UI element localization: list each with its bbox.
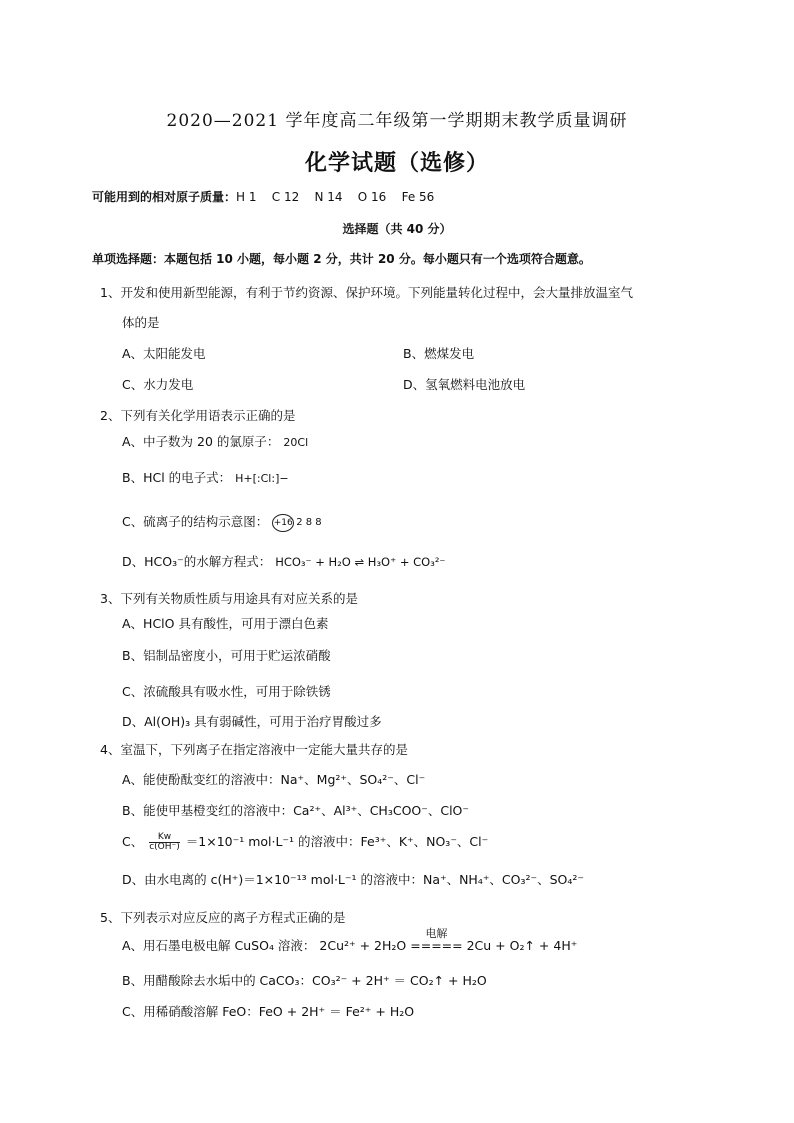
question-1-stem-cont: 体的是: [122, 315, 160, 330]
exam-title: 2020—2021 学年度高二年级第一学期期末教学质量调研: [166, 111, 628, 131]
q3-option-b: B、铝制品密度小，可用于贮运浓硝酸: [122, 648, 331, 663]
question-stem: 室温下，下列离子在指定溶液中一定能大量共存的是: [120, 742, 408, 757]
arrow-symbol: =====: [410, 938, 463, 953]
q4-option-b: B、能使甲基橙变红的溶液中：Ca²⁺、Al³⁺、CH₃COO⁻、ClO⁻: [122, 803, 469, 818]
option-label: D、HCO₃⁻的水解方程式：: [122, 554, 272, 569]
option-label: A、中子数为 20 的氯原子：: [122, 434, 280, 449]
question-stem: 开发和使用新型能源，有利于节约资源、保护环境。下列能量转化过程中，会大量排放温室气: [120, 285, 633, 300]
electrolysis-arrow: [410, 927, 463, 953]
question-stem: 下列有关物质性质与用途具有对应关系的是: [120, 591, 358, 606]
electron-shells: 2 8 8: [296, 517, 322, 528]
question-number: 3、: [100, 591, 121, 606]
option-label: C、硫离子的结构示意图：: [122, 514, 269, 529]
option-formula: 20Cl: [283, 436, 309, 449]
section-heading: 选择题（共 40 分）: [342, 222, 452, 236]
question-3: [100, 589, 358, 607]
q1-option-c: C、水力发电: [122, 377, 194, 392]
question-number: 1、: [100, 285, 121, 300]
question-number: 5、: [100, 910, 121, 925]
q2-option-a: [122, 432, 308, 450]
atomic-mass-values: H 1 C 12 N 14 O 16 Fe 56: [236, 190, 435, 204]
option-prefix: C、: [122, 834, 144, 849]
option-rest: ＝1×10⁻¹ mol·L⁻¹ 的溶液中：Fe³⁺、K⁺、NO₃⁻、Cl⁻: [185, 834, 489, 849]
option-label: A、用石墨电极电解 CuSO₄ 溶液：: [122, 938, 316, 953]
q5-option-a: [122, 927, 578, 954]
option-formula: HCO₃⁻ + H₂O ⇌ H₃O⁺ + CO₃²⁻: [275, 555, 446, 569]
q1-option-b: B、燃煤发电: [403, 346, 475, 361]
atomic-mass-line: [92, 188, 434, 205]
arrow-condition: 电解: [425, 927, 448, 940]
question-4: [100, 740, 408, 758]
q5-option-b: B、用醋酸除去水垢中的 CaCO₃：CO₃²⁻ + 2H⁺ ＝ CO₂↑ + H₂O: [122, 973, 487, 988]
q4-option-c: [122, 832, 488, 852]
sulfur-nucleus-icon: +16: [272, 514, 294, 532]
question-stem: 下列有关化学用语表示正确的是: [120, 408, 296, 423]
q3-option-d: D、Al(OH)₃ 具有弱碱性，可用于治疗胃酸过多: [122, 714, 382, 729]
equation-right: 2Cu + O₂↑ + 4H⁺: [466, 938, 578, 953]
q4-option-d: D、由水电离的 c(H⁺)＝1×10⁻¹³ mol·L⁻¹ 的溶液中：Na⁺、NH₄⁺、CO₃²⁻、SO₄²⁻: [122, 872, 585, 887]
option-label: B、HCl 的电子式：: [122, 470, 232, 485]
question-number: 4、: [100, 742, 121, 757]
atomic-mass-label: 可能用到的相对原子质量：: [92, 190, 237, 204]
q3-option-a: A、HClO 具有酸性，可用于漂白色素: [122, 616, 329, 631]
option-formula: H+[:Cl:]−: [235, 472, 289, 485]
kw-fraction: [149, 833, 180, 852]
paper-subtitle: 化学试题（选修）: [304, 151, 489, 176]
question-2: [100, 406, 295, 424]
question-5: [100, 908, 345, 926]
fraction-denominator: c(OH⁻): [149, 842, 180, 852]
q2-option-c: [122, 512, 322, 532]
q5-option-c: C、用稀硝酸溶解 FeO：FeO + 2H⁺ ＝ Fe²⁺ + H₂O: [122, 1004, 415, 1019]
section-instruction: 单项选择题：本题包括 10 小题，每小题 2 分，共计 20 分。每小题只有一个选项符合题意。: [92, 252, 591, 266]
q1-option-d: D、氢氧燃料电池放电: [403, 377, 526, 392]
q2-option-d: [122, 552, 446, 570]
q3-option-c: C、浓硫酸具有吸水性，可用于除铁锈: [122, 684, 331, 699]
question-stem: 下列表示对应反应的离子方程式正确的是: [120, 910, 346, 925]
q1-option-a: A、太阳能发电: [122, 346, 206, 361]
equation-left: 2Cu²⁺ + 2H₂O: [319, 938, 407, 953]
question-1: [100, 283, 633, 301]
q2-option-b: [122, 468, 289, 486]
fraction-numerator: Kw: [149, 833, 180, 843]
question-number: 2、: [100, 408, 121, 423]
q4-option-a: A、能使酚酞变红的溶液中：Na⁺、Mg²⁺、SO₄²⁻、Cl⁻: [122, 772, 426, 787]
